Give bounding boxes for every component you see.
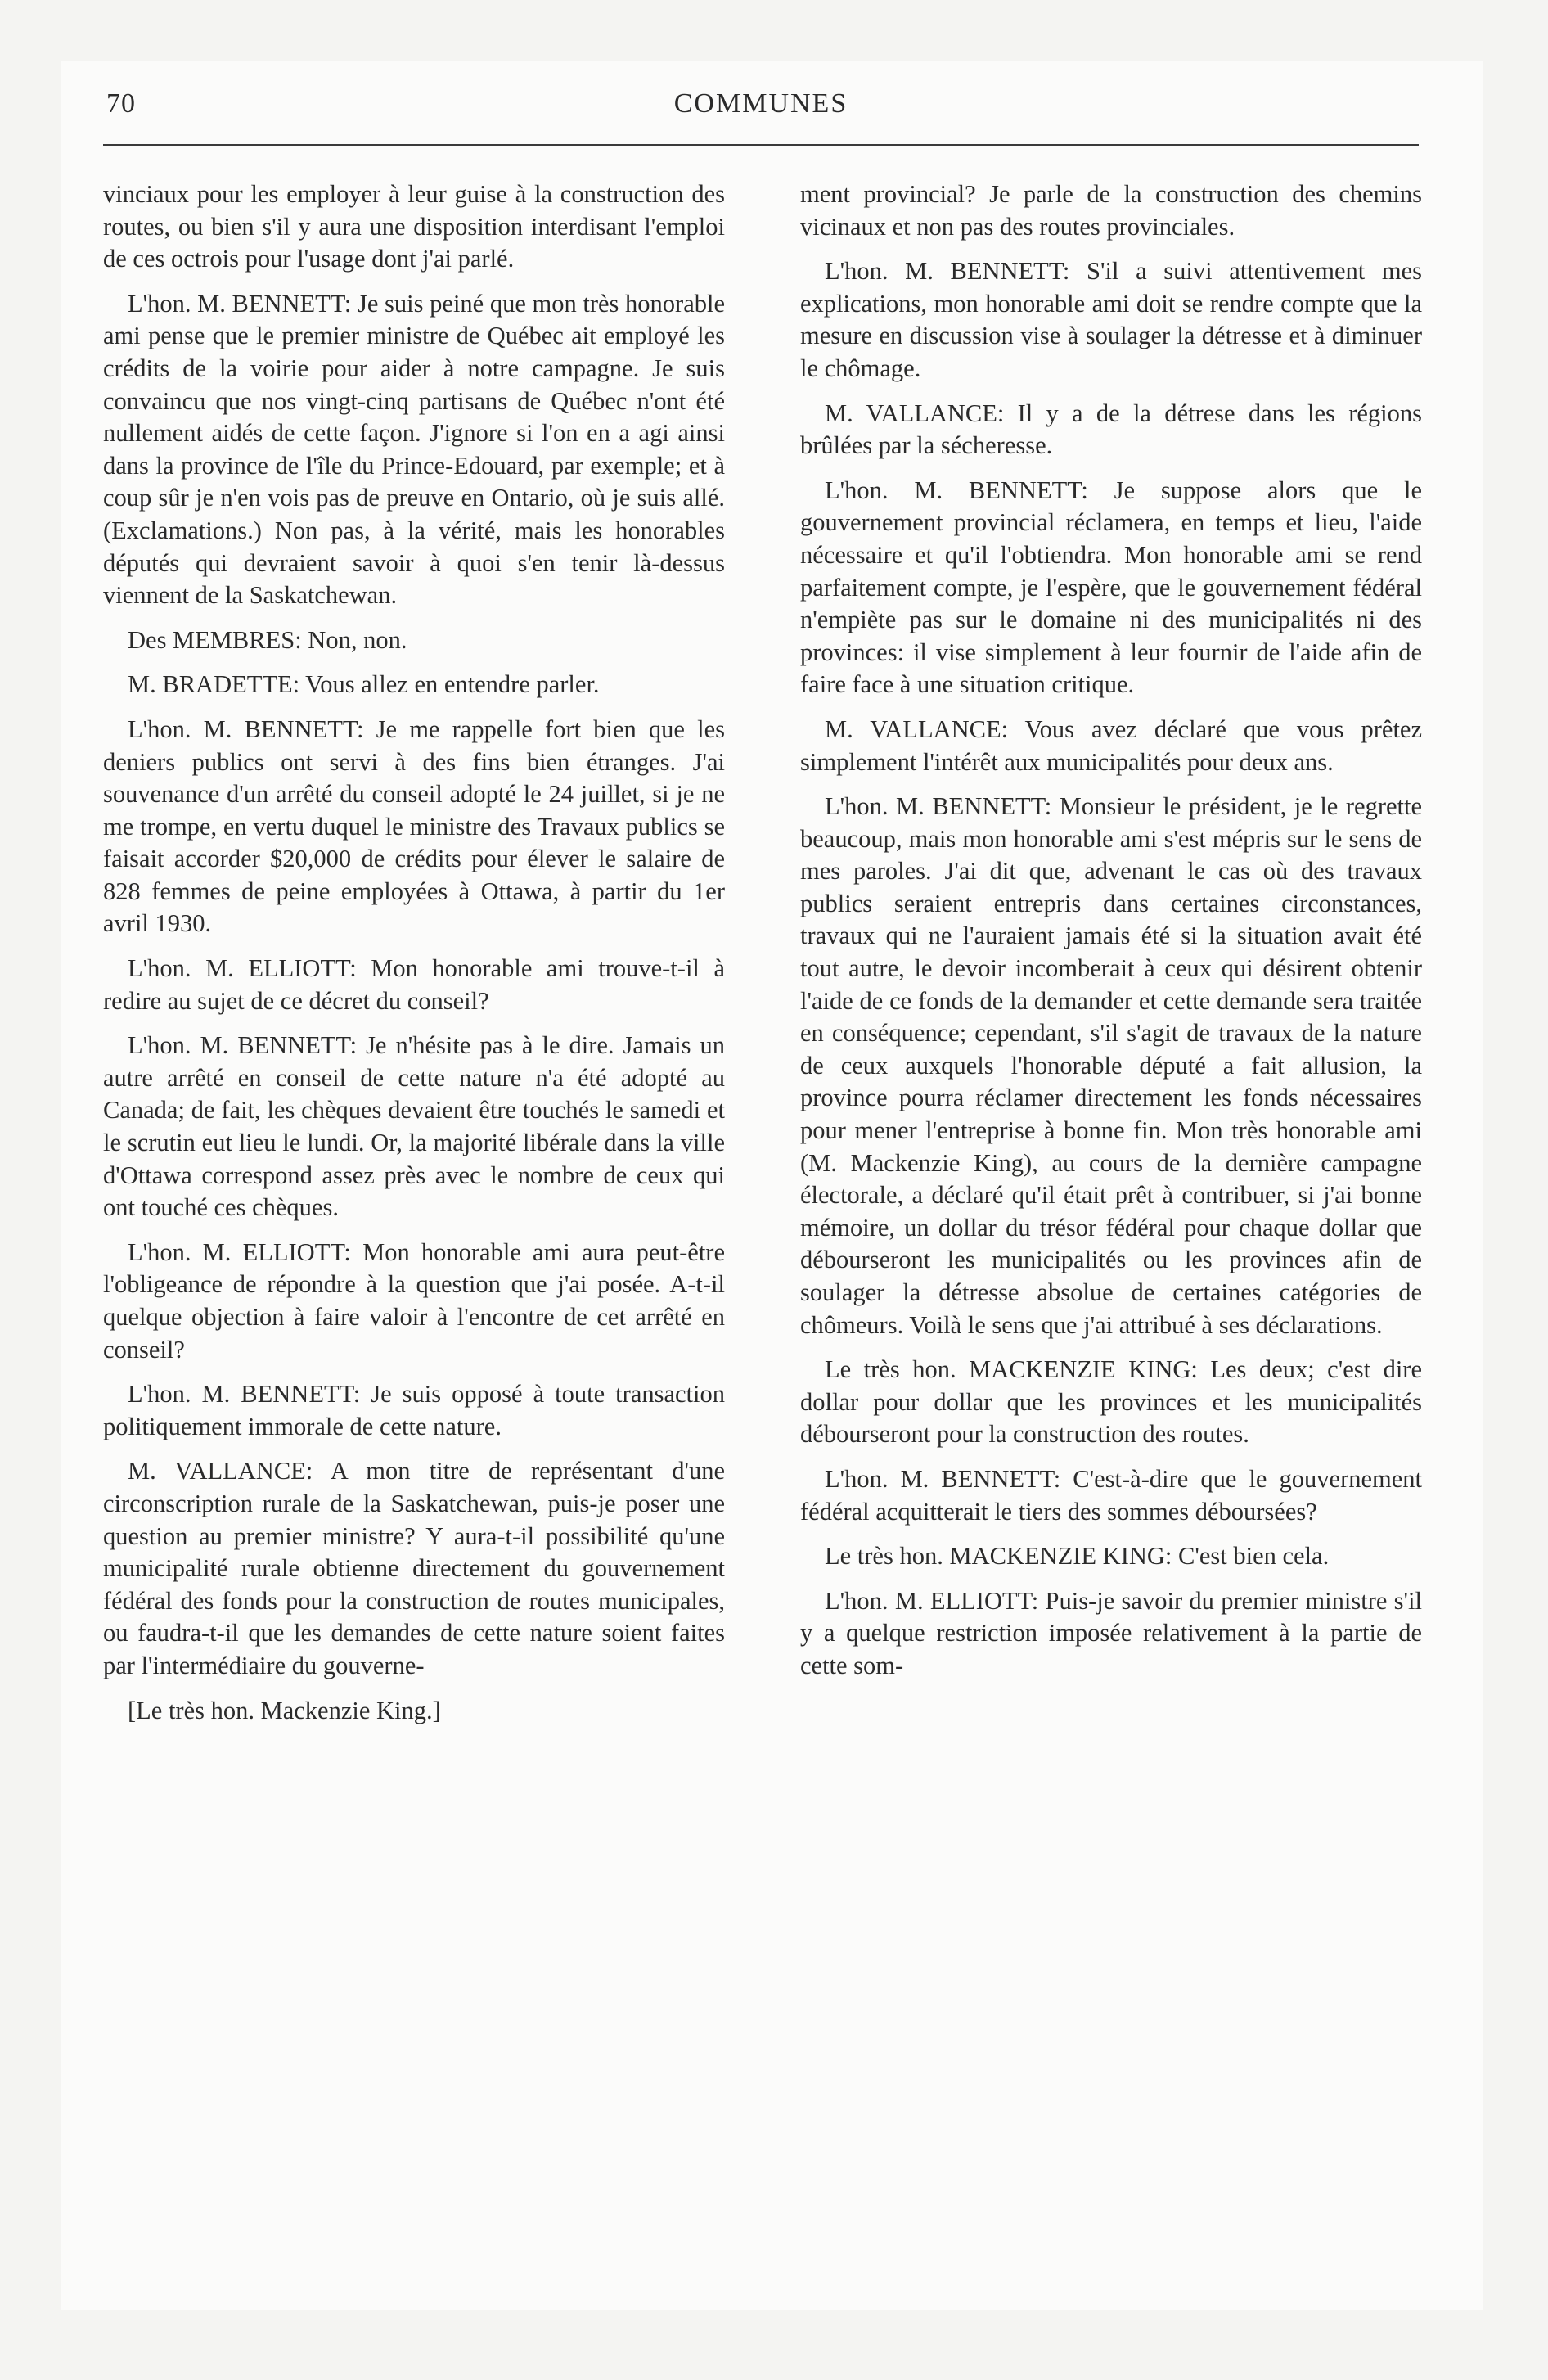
paragraph: Le très hon. MACKENZIE KING: C'est bien cela. <box>825 1542 1330 1571</box>
paragraph: M. VALLANCE: A mon titre de représentant d'une circonscription rurale de la Saskatchewan, puis-je poser une question au premier ministre? Y aura-t-il possibilité qu'une municipalité rurale obtienne directement du gouvernement fédéral des fonds pour la construction de routes municipales, ou faudra-t-il que les demandes de cette nature soient faites par l'intermédiaire du gouverne- <box>103 1457 725 1679</box>
paragraph: Des MEMBRES: Non, non. <box>128 625 407 654</box>
paragraph: Le très hon. MACKENZIE KING: Les deux; c'est dire dollar pour dollar que les provinces et les municipalités débourseront pour la construction des routes. <box>800 1355 1422 1449</box>
paragraph: L'hon. M. ELLIOTT: Mon honorable ami aura peut-être l'obligeance de répondre à la question que j'ai posée. A-t-il quelque objection à faire valoir à l'encontre de cet arrêté en conseil? <box>103 1237 725 1364</box>
paragraph: L'hon. M. ELLIOTT: Mon honorable ami trouve-t-il à redire au sujet de ce décret du conseil? <box>103 954 725 1015</box>
paragraph: M. VALLANCE: Il y a de la détrese dans les régions brûlées par la sécheresse. <box>800 399 1422 460</box>
header-rule <box>103 144 1419 146</box>
paragraph: L'hon. M. BENNETT: C'est-à-dire que le gouvernement fédéral acquitterait le tiers des sommes déboursées? <box>800 1464 1422 1526</box>
page-number: 70 <box>106 88 136 119</box>
paragraph: L'hon. M. BENNETT: Je suppose alors que le gouvernement provincial réclamera, en temps et lieu, l'aide nécessaire et qu'il l'obtiendra. Mon honorable ami se rend parfaitement compte, je l'espère, que le gouvernement fédéral n'empiète pas sur le domaine ni des municipalités ni des provinces: il vise simplement à leur fournir de l'aide afin de faire face à une situation critique. <box>800 476 1422 699</box>
paragraph: M. BRADETTE: Vous allez en entendre parler. <box>128 670 600 699</box>
page-header <box>106 88 1415 141</box>
paragraph: vinciaux pour les employer à leur guise à la construction des routes, ou bien s'il y aura une disposition interdisant l'emploi de ces octrois pour l'usage dont j'ai parlé. <box>103 180 725 273</box>
running-head: COMMUNES <box>673 88 848 119</box>
paragraph: ment provincial? Je parle de la construction des chemins vicinaux et non pas des routes provinciales. <box>800 180 1422 241</box>
paragraph: L'hon. M. ELLIOTT: Puis-je savoir du premier ministre s'il y a quelque restriction imposée relativement à la partie de cette som- <box>800 1586 1422 1679</box>
paragraph: L'hon. M. BENNETT: Je n'hésite pas à le dire. Jamais un autre arrêté en conseil de cette nature n'a été adopté au Canada; de fait, les chèques devaient être touchés le samedi et le scrutin eut lieu le lundi. Or, la majorité libérale dans la ville d'Ottawa correspond assez près avec le nombre de ceux qui ont touché ces chèques. <box>103 1031 725 1222</box>
speaker-attribution: [Le très hon. Mackenzie King.] <box>128 1696 441 1724</box>
paragraph: L'hon. M. BENNETT: Monsieur le président, je le regrette beaucoup, mais mon honorable ami s'est mépris sur le sens de mes paroles. J'ai dit que, advenant le cas où des travaux publics seraient entrepris dans certaines circonstances, travaux qui ne l'auraient jamais été si la situation avait été tout autre, le devoir incomberait à ceux qui désirent obtenir l'aide de ce fonds de la demander et cette demande sera traitée en conséquence; cependant, s'il s'agit de travaux de la nature de ceux auxquels l'honorable député a fait allusion, la province pourra réclamer directement les fonds nécessaires pour mener l'entreprise à bonne fin. Mon très honorable ami (M. Mackenzie King), au cours de la dernière campagne électorale, a déclaré qu'il était prêt à contribuer, si j'ai bonne mémoire, un dollar du trésor fédéral pour chaque dollar que débourseront les municipalités ou les provinces afin de soulager la détresse absolue de certaines catégories de chômeurs. Voilà le sens que j'ai attribué à ses déclarations. <box>800 792 1422 1339</box>
paragraph: L'hon. M. BENNETT: Je suis opposé à toute transaction politiquement immorale de cette nature. <box>103 1380 725 1440</box>
paragraph: L'hon. M. BENNETT: Je suis peiné que mon très honorable ami pense que le premier ministre de Québec ait employé les crédits de la voirie pour aider à notre campagne. Je suis convaincu que nos vingt-cinq partisans de Québec n'ont été nullement aidés de cette façon. J'ignore si l'on en a agi ainsi dans la province de l'île du Prince-Edouard, par exemple; et à coup sûr je n'en vois pas de preuve en Ontario, où je suis allé. (Exclamations.) Non pas, à la vérité, mais les honorables députés qui devraient savoir à quoi s'en tenir là-dessus viennent de la Saskatchewan. <box>103 289 725 610</box>
paragraph: L'hon. M. BENNETT: S'il a suivi attentivement mes explications, mon honorable ami doit se rendre compte que la mesure en discussion vise à soulager la détresse et à diminuer le chômage. <box>800 257 1422 382</box>
left-column <box>103 178 725 1739</box>
right-column <box>800 178 1422 1695</box>
paragraph: M. VALLANCE: Vous avez déclaré que vous prêtez simplement l'intérêt aux municipalités pour deux ans. <box>800 714 1422 776</box>
paragraph: L'hon. M. BENNETT: Je me rappelle fort bien que les deniers publics ont servi à des fins bien étranges. J'ai souvenance d'un arrêté du conseil adopté le 24 juillet, si je ne me trompe, en vertu duquel le ministre des Travaux publics se faisait accorder $20,000 de crédits pour élever le salaire de 828 femmes de peine employées à Ottawa, à partir du 1er avril 1930. <box>103 714 725 938</box>
